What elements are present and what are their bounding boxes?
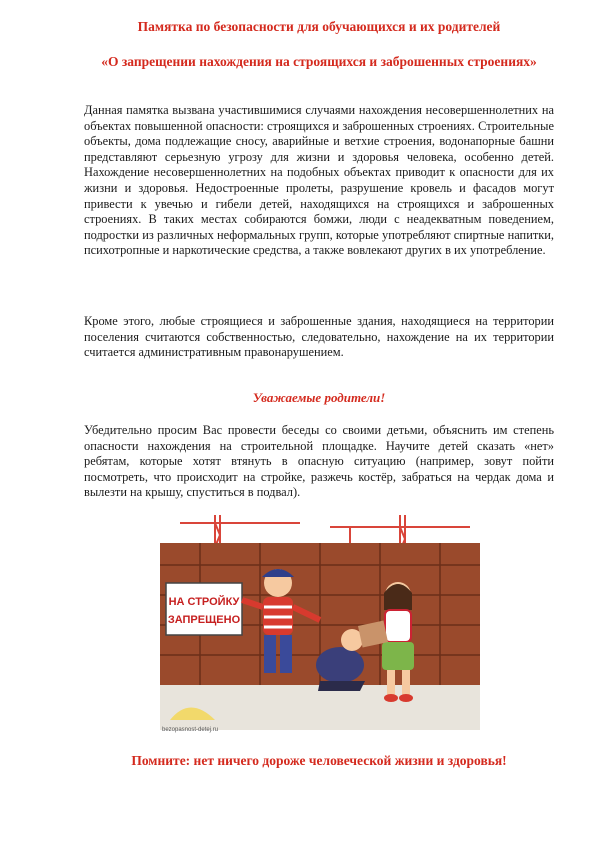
- intro-paragraph: Данная памятка вызвана участившимися случаями нахождения несовершеннолетних на объектах повышенной опасности: строящихся и заброшенных строениях. Строительные объекты, дома подлежащие сносу, аварийные и ветхие строения, водонапорные башни представляют серьезную угрозу для жизни и здоровья человека, особенно детей. Нахождение несовершеннолетних на подобных объектах приводит к опасности для их жизни и здоровья. Недостроенные пролеты, разрушение кровель и фасадов могут привести к увечью и гибели детей, находящихся на строящихся и заброшенных строениях. В таких местах собираются бомжи, люди с неадекватным поведением, подростки из различных неформальных групп, которые употребляют спиртные напитки, психотропные и наркотические средства, а также вовлекают других в их употребление.: [84, 103, 554, 258]
- warning-sign: [166, 583, 242, 635]
- parents-appeal-heading: Уважаемые родители!: [252, 390, 386, 405]
- image-watermark: bezopasnost-detej.ru: [162, 727, 219, 733]
- illustration-svg: [160, 515, 480, 740]
- ground: [160, 685, 480, 730]
- document-subtitle: «О запрещении нахождения на строящихся и заброшенных строениях»: [101, 54, 537, 69]
- document-title: Памятка по безопасности для обучающихся и их родителей: [137, 19, 501, 34]
- legal-paragraph: Кроме этого, любые строящиеся и заброшенные здания, находящиеся на территории поселения считаются собственностью, следовательно, нахождение на их территории считается административным правонарушением.: [84, 314, 554, 360]
- closing-reminder: Помните: нет ничего дороже человеческой жизни и здоровья!: [131, 753, 507, 768]
- construction-site-illustration: [160, 515, 480, 740]
- sign-line1-text: НА СТРОЙКУ: [168, 596, 240, 608]
- advice-paragraph: Убедительно просим Вас провести беседы со своими детьми, объяснить им степень опасности нахождения на строительной площадке. Научите детей сказать «нет» ребятам, которые хотят втянуть в опасную ситуацию (например, зовут пойти посмотреть, что происходит на стройке, разжечь костёр, забраться на чердак дома и вылезти на крышу, спуститься в подвал).: [84, 423, 554, 500]
- sign-line2-text: ЗАПРЕЩЕНО: [167, 614, 241, 626]
